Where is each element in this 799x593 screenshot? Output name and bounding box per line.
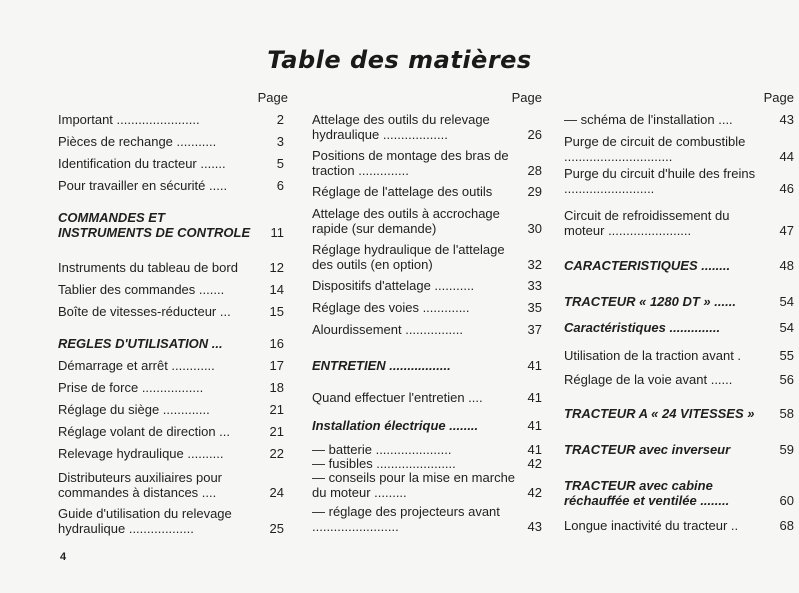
toc-entry-page: 55 [779,348,794,363]
toc-entry-page: 41 [527,442,542,457]
toc-entry-title: Boîte de vitesses-réducteur ... [58,304,231,319]
toc-entry-page: 21 [269,424,284,439]
toc-entry-page: 58 [779,406,794,421]
toc-entry-page: 12 [269,260,284,275]
toc-entry [58,446,288,461]
toc-entry [564,406,794,421]
toc-entry [58,358,288,373]
toc-entry-title: Prise de force ................. [58,380,204,395]
toc-entry-page: 15 [269,304,284,319]
toc-entry-page: 56 [779,372,794,387]
toc-entry-title: Quand effectuer l'entretien .... [312,390,483,405]
toc-entry-title: COMMANDES ET INSTRUMENTS DE CONTROLE [58,210,251,240]
toc-entry [564,112,794,127]
toc-entry-title: Réglage hydraulique de l'attelage des outils (en option) [312,242,505,272]
toc-entry-title: CARACTERISTIQUES ........ [564,258,731,273]
toc-entry-page: 41 [527,418,542,433]
toc-entry [58,506,288,536]
toc-entry-title: Instruments du tableau de bord [58,260,238,275]
toc-entry [564,166,794,196]
toc-entry-page: 54 [779,294,794,309]
toc-entry-title: — fusibles ...................... [312,456,456,471]
toc-entry [312,504,542,534]
toc-entry-page: 42 [527,456,542,471]
toc-entry-page: 16 [269,336,284,351]
toc-entry-title: Identification du tracteur ....... [58,156,226,171]
toc-entry-page: 41 [527,358,542,373]
page-number: 4 [60,551,67,563]
toc-entry [312,300,542,315]
toc-entry-title: Purge de circuit de combustible .............................. [564,134,746,164]
toc-entry [312,358,542,373]
toc-entry-title: Attelage des outils à accrochage rapide (sur demande) [312,206,500,236]
toc-entry [58,304,288,319]
toc-entry-page: 22 [269,446,284,461]
toc-entry [312,242,542,272]
toc-entry [564,134,794,164]
toc-entry [312,206,542,236]
toc-entry-title: TRACTEUR avec cabine réchauffée et ventilée ........ [564,478,730,508]
toc-entry-title: Purge du circuit d'huile des freins ......................... [564,166,756,196]
toc-entry-title: Circuit de refroidissement du moteur ....................... [564,208,730,238]
toc-entry [58,210,288,240]
toc-entry [312,442,542,457]
toc-entry-page: 59 [779,442,794,457]
toc-entry-page: 3 [276,134,284,149]
toc-entry [58,470,288,500]
toc-column-3 [564,90,794,533]
toc-entry-title: Démarrage et arrêt ............ [58,358,215,373]
toc-entry [564,258,794,273]
toc-entry-page: 44 [779,149,794,164]
toc-entry-page: 48 [779,258,794,273]
toc-entry-title: REGLES D'UTILISATION ... [58,336,223,351]
toc-entry-title: Utilisation de la traction avant . [564,348,742,363]
toc-entry-title: Réglage des voies ............. [312,300,470,315]
toc-entry-page: 42 [527,485,542,500]
toc-column-2 [312,90,542,534]
toc-entry-title: Positions de montage des bras de traction .............. [312,148,509,178]
page-column-header: Page [511,90,542,105]
toc-entry [312,456,542,471]
toc-entry-title: Dispositifs d'attelage ........... [312,278,475,293]
toc-entry-page: 37 [527,322,542,337]
toc-entry-page: 17 [269,358,284,373]
toc-entry-title: ENTRETIEN ................. [312,358,451,373]
toc-entry-page: 60 [779,493,794,508]
toc-entry-page: 41 [527,390,542,405]
toc-entry-title: Longue inactivité du tracteur .. [564,518,739,533]
toc-entry-title: Guide d'utilisation du relevage hydraulique .................. [58,506,232,536]
toc-entry [312,148,542,178]
toc-entry [564,442,794,457]
toc-entry [58,156,288,171]
toc-entry-page: 14 [269,282,284,297]
toc-entry-page: 47 [779,223,794,238]
toc-entry-title: — conseils pour la mise en marche du moteur ......... [312,470,516,500]
toc-entry-page: 24 [269,485,284,500]
toc-entry-title: Pièces de rechange ........... [58,134,217,149]
toc-entry-page: 26 [527,127,542,142]
toc-entry-title: Distributeurs auxiliaires pour commandes à distances .... [58,470,223,500]
toc-entry-page: 32 [527,257,542,272]
toc-entry [58,134,288,149]
toc-entry-page: 28 [527,163,542,178]
toc-entry-page: 6 [276,178,284,193]
toc-entry-title: Attelage des outils du relevage hydraulique .................. [312,112,490,142]
toc-entry-page: 43 [779,112,794,127]
toc-entry-title: Caractéristiques .............. [564,320,721,335]
toc-entry-title: — schéma de l'installation .... [564,112,733,127]
toc-entry [312,418,542,433]
toc-entry-title: Réglage de la voie avant ...... [564,372,733,387]
toc-entry-page: 33 [527,278,542,293]
toc-entry-title: Relevage hydraulique .......... [58,446,224,461]
toc-entry-title: TRACTEUR A « 24 VITESSES » [564,406,755,421]
toc-entry-page: 35 [527,300,542,315]
toc-column-1 [58,90,288,536]
toc-entry [58,336,288,351]
toc-entry [564,320,794,335]
toc-entry [312,390,542,405]
toc-entry-page: 29 [527,184,542,199]
toc-entry-page: 43 [527,519,542,534]
toc-entry [564,478,794,508]
toc-entry-page: 54 [779,320,794,335]
toc-entry-page: 21 [269,402,284,417]
page-column-header: Page [257,90,288,105]
toc-entry-page: 2 [276,112,284,127]
toc-entry-page: 18 [269,380,284,395]
page-title: Table des matières [267,46,532,74]
toc-entry [58,402,288,417]
toc-entry-title: Réglage du siège ............. [58,402,210,417]
toc-entry [58,380,288,395]
toc-entry [58,178,288,193]
toc-entry [312,322,542,337]
toc-entry-page: 25 [269,521,284,536]
toc-entry [312,278,542,293]
toc-entry-title: Tablier des commandes ....... [58,282,225,297]
toc-entry [58,282,288,297]
toc-entry-title: — batterie ..................... [312,442,452,457]
toc-entry [312,470,542,500]
toc-entry-page: 68 [779,518,794,533]
toc-entry [58,260,288,275]
toc-entry [312,184,542,199]
toc-entry-page: 11 [270,225,284,240]
toc-entry-title: Alourdissement ................ [312,322,463,337]
toc-entry-title: Pour travailler en sécurité ..... [58,178,228,193]
toc-entry-title: TRACTEUR « 1280 DT » ...... [564,294,736,309]
toc-entry [58,424,288,439]
toc-entry [564,518,794,533]
toc-entry [312,112,542,142]
page-column-header: Page [763,90,794,105]
toc-entry [564,372,794,387]
toc-entry-page: 30 [527,221,542,236]
toc-entry-title: Réglage volant de direction ... [58,424,230,439]
toc-entry-page: 46 [779,181,794,196]
toc-entry-title: Installation électrique ........ [312,418,479,433]
toc-entry-page: 5 [276,156,284,171]
toc-entry-title: TRACTEUR avec inverseur [564,442,731,457]
toc-entry [564,294,794,309]
toc-entry-title: Réglage de l'attelage des outils [312,184,493,199]
toc-entry-title: Important ....................... [58,112,200,127]
toc-entry [58,112,288,127]
toc-entry [564,208,794,238]
toc-entry-title: — réglage des projecteurs avant ........................ [312,504,500,534]
toc-entry [564,348,794,363]
